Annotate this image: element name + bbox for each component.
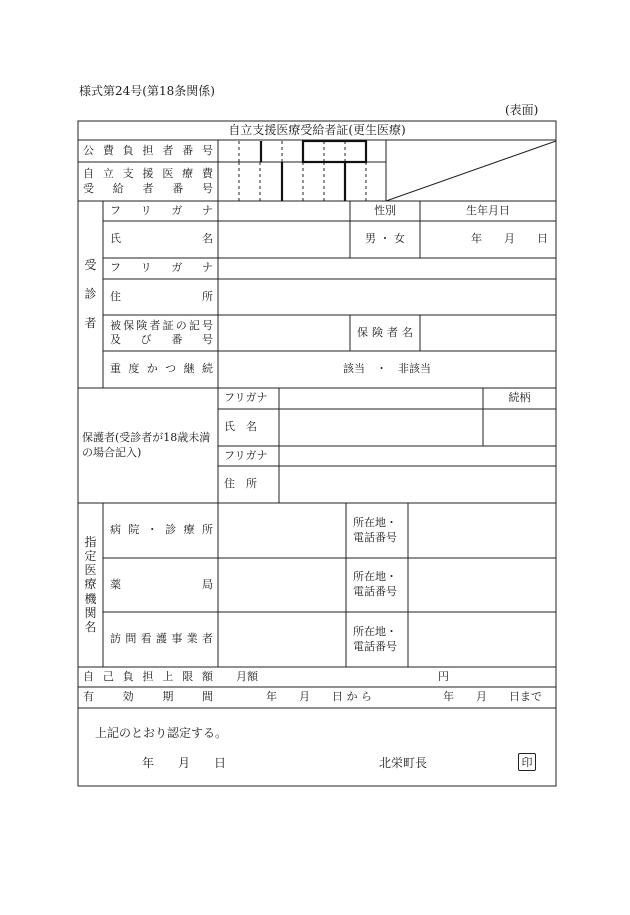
label-char: 自 (83, 167, 94, 181)
label-char: 険 (136, 318, 148, 332)
patient-address-label (110, 279, 213, 315)
label-char: 自 (83, 669, 94, 683)
label-char: 診 (165, 523, 177, 537)
label-char: 重 (110, 362, 121, 376)
pharmacy-name-field[interactable] (219, 559, 345, 611)
guardian-label: 保護者(受診者が18歳未満の場合記入) (82, 430, 211, 459)
number-entry-boxes[interactable] (219, 141, 385, 200)
insurance-card-label (110, 315, 213, 351)
label-char: 名 (402, 325, 413, 339)
jr-patient-furigana (110, 204, 213, 218)
label-char: 証 (162, 318, 174, 332)
hospital-name-field[interactable] (219, 504, 345, 557)
guardian-furigana2-field[interactable] (280, 447, 555, 465)
validity-from[interactable]: 年 月 日 か ら (266, 690, 372, 704)
label-char: 険 (372, 325, 383, 339)
label-char: 度 (128, 362, 140, 376)
label-char: 名 (202, 232, 213, 246)
public-payer-number-label (83, 140, 213, 162)
insurer-label (357, 315, 413, 351)
label-char: 者 (162, 143, 174, 157)
sex-label: 性別 (374, 203, 396, 217)
label-char: 号 (201, 333, 213, 346)
pharmacy-location-field[interactable] (409, 559, 555, 611)
insurer-field[interactable] (421, 316, 555, 350)
label-char: 有 (83, 690, 94, 704)
label-char: 支 (122, 167, 134, 181)
limit-label (83, 667, 213, 687)
monthly-label: 月額 (236, 669, 258, 683)
patient-name-field[interactable] (219, 222, 349, 257)
pharmacy-label (110, 558, 213, 612)
label-char: 番 (182, 143, 194, 157)
label-char: 業 (186, 632, 198, 646)
label-char: 者 (149, 318, 161, 332)
visiting-nurse-label (110, 612, 213, 667)
guardian-furigana2-label: フリガナ (224, 448, 268, 462)
patient-group-label: 受 診 者 (84, 257, 97, 331)
label-char: 給 (112, 181, 124, 195)
patient-furigana-field[interactable] (219, 202, 349, 220)
label-char: 期 (162, 690, 174, 704)
public-payer-number-text (83, 144, 213, 158)
form-number: 様式第24号(第18条関係) (79, 84, 215, 98)
label-char: 病 (110, 523, 121, 537)
label-char: 所 (201, 523, 213, 537)
label-char: フ (110, 261, 121, 275)
jr-hospital (110, 523, 213, 537)
label-char: ガ (171, 261, 183, 275)
jr-insurer (357, 326, 413, 340)
guardian-name-label: 氏 名 (224, 420, 257, 434)
label-char: 療 (182, 167, 194, 181)
jr-severe (110, 362, 213, 376)
label-char: 担 (142, 669, 154, 683)
label-char: 費 (102, 143, 114, 157)
label-char: フ (110, 203, 121, 217)
guardian-address-label: 住 所 (224, 477, 257, 491)
label-char: 保 (357, 325, 368, 339)
label-char: 護 (155, 632, 167, 646)
label-char: 及 (110, 333, 121, 346)
label-char: 受 (83, 181, 94, 195)
validity-label (83, 687, 213, 708)
label-char: 被 (110, 318, 121, 332)
label-char: 費 (201, 167, 213, 181)
birth-date-label: 生年月日 (466, 203, 510, 217)
issuer-name: 北栄町長 (379, 756, 428, 770)
label-char: 住 (110, 289, 121, 303)
label-char: ・ (146, 523, 158, 537)
jr-insurance-2 (110, 333, 213, 347)
guardian-furigana-label: フリガナ (224, 391, 268, 405)
label-char: 看 (140, 632, 152, 646)
relation-field[interactable] (484, 410, 555, 445)
label-char: 訪 (110, 632, 121, 646)
pharmacy-location-label: 所在地・ 電話番号 (353, 570, 397, 598)
label-char: 番 (172, 181, 184, 195)
certification-statement: 上記のとおり認定する。 (95, 726, 228, 740)
label-char: 額 (201, 669, 213, 683)
nurse-location-field[interactable] (409, 613, 555, 666)
jr-insurance-1 (110, 319, 213, 333)
label-char: 継 (183, 362, 195, 376)
label-char: 療 (183, 523, 195, 537)
label-char: 保 (123, 318, 135, 332)
label-char: 限 (182, 669, 194, 683)
nurse-location-label: 所在地・ 電話番号 (353, 624, 397, 653)
jr-validity (83, 690, 213, 704)
form-title: 自立支援医療受給者証(更生医療) (228, 122, 406, 137)
guardian-name-field[interactable] (280, 410, 482, 445)
label-char: リ (140, 261, 152, 275)
label-char: の (175, 318, 187, 332)
certification-date: 年 月 日 (142, 756, 227, 770)
label-char: 援 (142, 167, 154, 181)
label-char: ガ (171, 203, 183, 217)
label-char: 局 (202, 577, 213, 591)
label-char: 氏 (110, 232, 121, 246)
label-char: 者 (142, 181, 154, 195)
label-char: 問 (125, 632, 137, 646)
label-char: 号 (201, 143, 213, 157)
guardian-address-field[interactable] (280, 467, 555, 502)
hospital-location-field[interactable] (409, 504, 555, 557)
label-char: 己 (102, 669, 114, 683)
label-char: 負 (122, 143, 134, 157)
label-char: び (140, 333, 152, 346)
label-char: 号 (201, 318, 213, 332)
guardian-furigana-field[interactable] (280, 389, 482, 408)
label-char: 記 (188, 318, 200, 332)
recipient-number-line2 (83, 182, 213, 196)
yen-label: 円 (438, 669, 449, 683)
label-char: リ (140, 203, 152, 217)
label-char: 者 (387, 325, 398, 339)
label-char: 上 (162, 669, 174, 683)
severe-continuous-label (110, 351, 213, 388)
jr-patient-name (110, 232, 213, 246)
insurance-card-field[interactable] (219, 316, 349, 350)
nurse-name-field[interactable] (219, 613, 345, 666)
label-char: 番 (171, 333, 183, 346)
patient-furigana2-field[interactable] (219, 259, 555, 278)
label-char: 事 (171, 632, 183, 646)
label-char: 者 (201, 632, 213, 646)
birth-date-format[interactable]: 年 月 日 (471, 232, 548, 246)
label-char: 公 (83, 143, 94, 157)
monthly-limit-field[interactable] (270, 668, 430, 686)
label-char: ナ (201, 261, 213, 275)
jr-patient-furigana2 (110, 261, 213, 275)
side-label: (表面) (505, 103, 539, 117)
label-char: か (146, 362, 158, 376)
jr-nurse (110, 632, 213, 646)
label-char: 院 (128, 523, 140, 537)
label-char: 号 (202, 181, 213, 195)
label-char: 担 (142, 143, 154, 157)
recipient-number-line1 (83, 167, 213, 181)
recipient-number-label (83, 162, 213, 201)
patient-furigana2-label (110, 258, 213, 279)
institution-group-label: 指 定 医 療 機 関 名 (84, 534, 97, 634)
hospital-location-label: 所在地・ 電話番号 (353, 515, 397, 544)
jr-pharmacy (110, 578, 213, 592)
jr-patient-address (110, 290, 213, 304)
hospital-label (110, 503, 213, 558)
label-char: 立 (102, 167, 114, 181)
label-char: ナ (201, 203, 213, 217)
patient-name-label (110, 221, 213, 258)
relation-label: 続柄 (508, 391, 531, 405)
patient-furigana-label (110, 201, 213, 221)
label-char: 医 (162, 167, 174, 181)
severe-options[interactable]: 該当 ・ 非該当 (343, 362, 431, 376)
validity-to[interactable]: 年 月 日まで (443, 690, 542, 704)
jr-limit (83, 670, 213, 684)
label-char: 所 (202, 289, 213, 303)
label-char: 続 (201, 362, 213, 376)
label-char: 間 (201, 690, 213, 704)
label-char: 負 (122, 669, 134, 683)
seal-icon: 印 (518, 753, 536, 771)
sex-options[interactable]: 男 ・ 女 (365, 232, 405, 246)
label-char: つ (165, 362, 177, 376)
label-char: 効 (122, 690, 134, 704)
label-char: 薬 (110, 577, 121, 591)
patient-address-field[interactable] (219, 280, 555, 314)
